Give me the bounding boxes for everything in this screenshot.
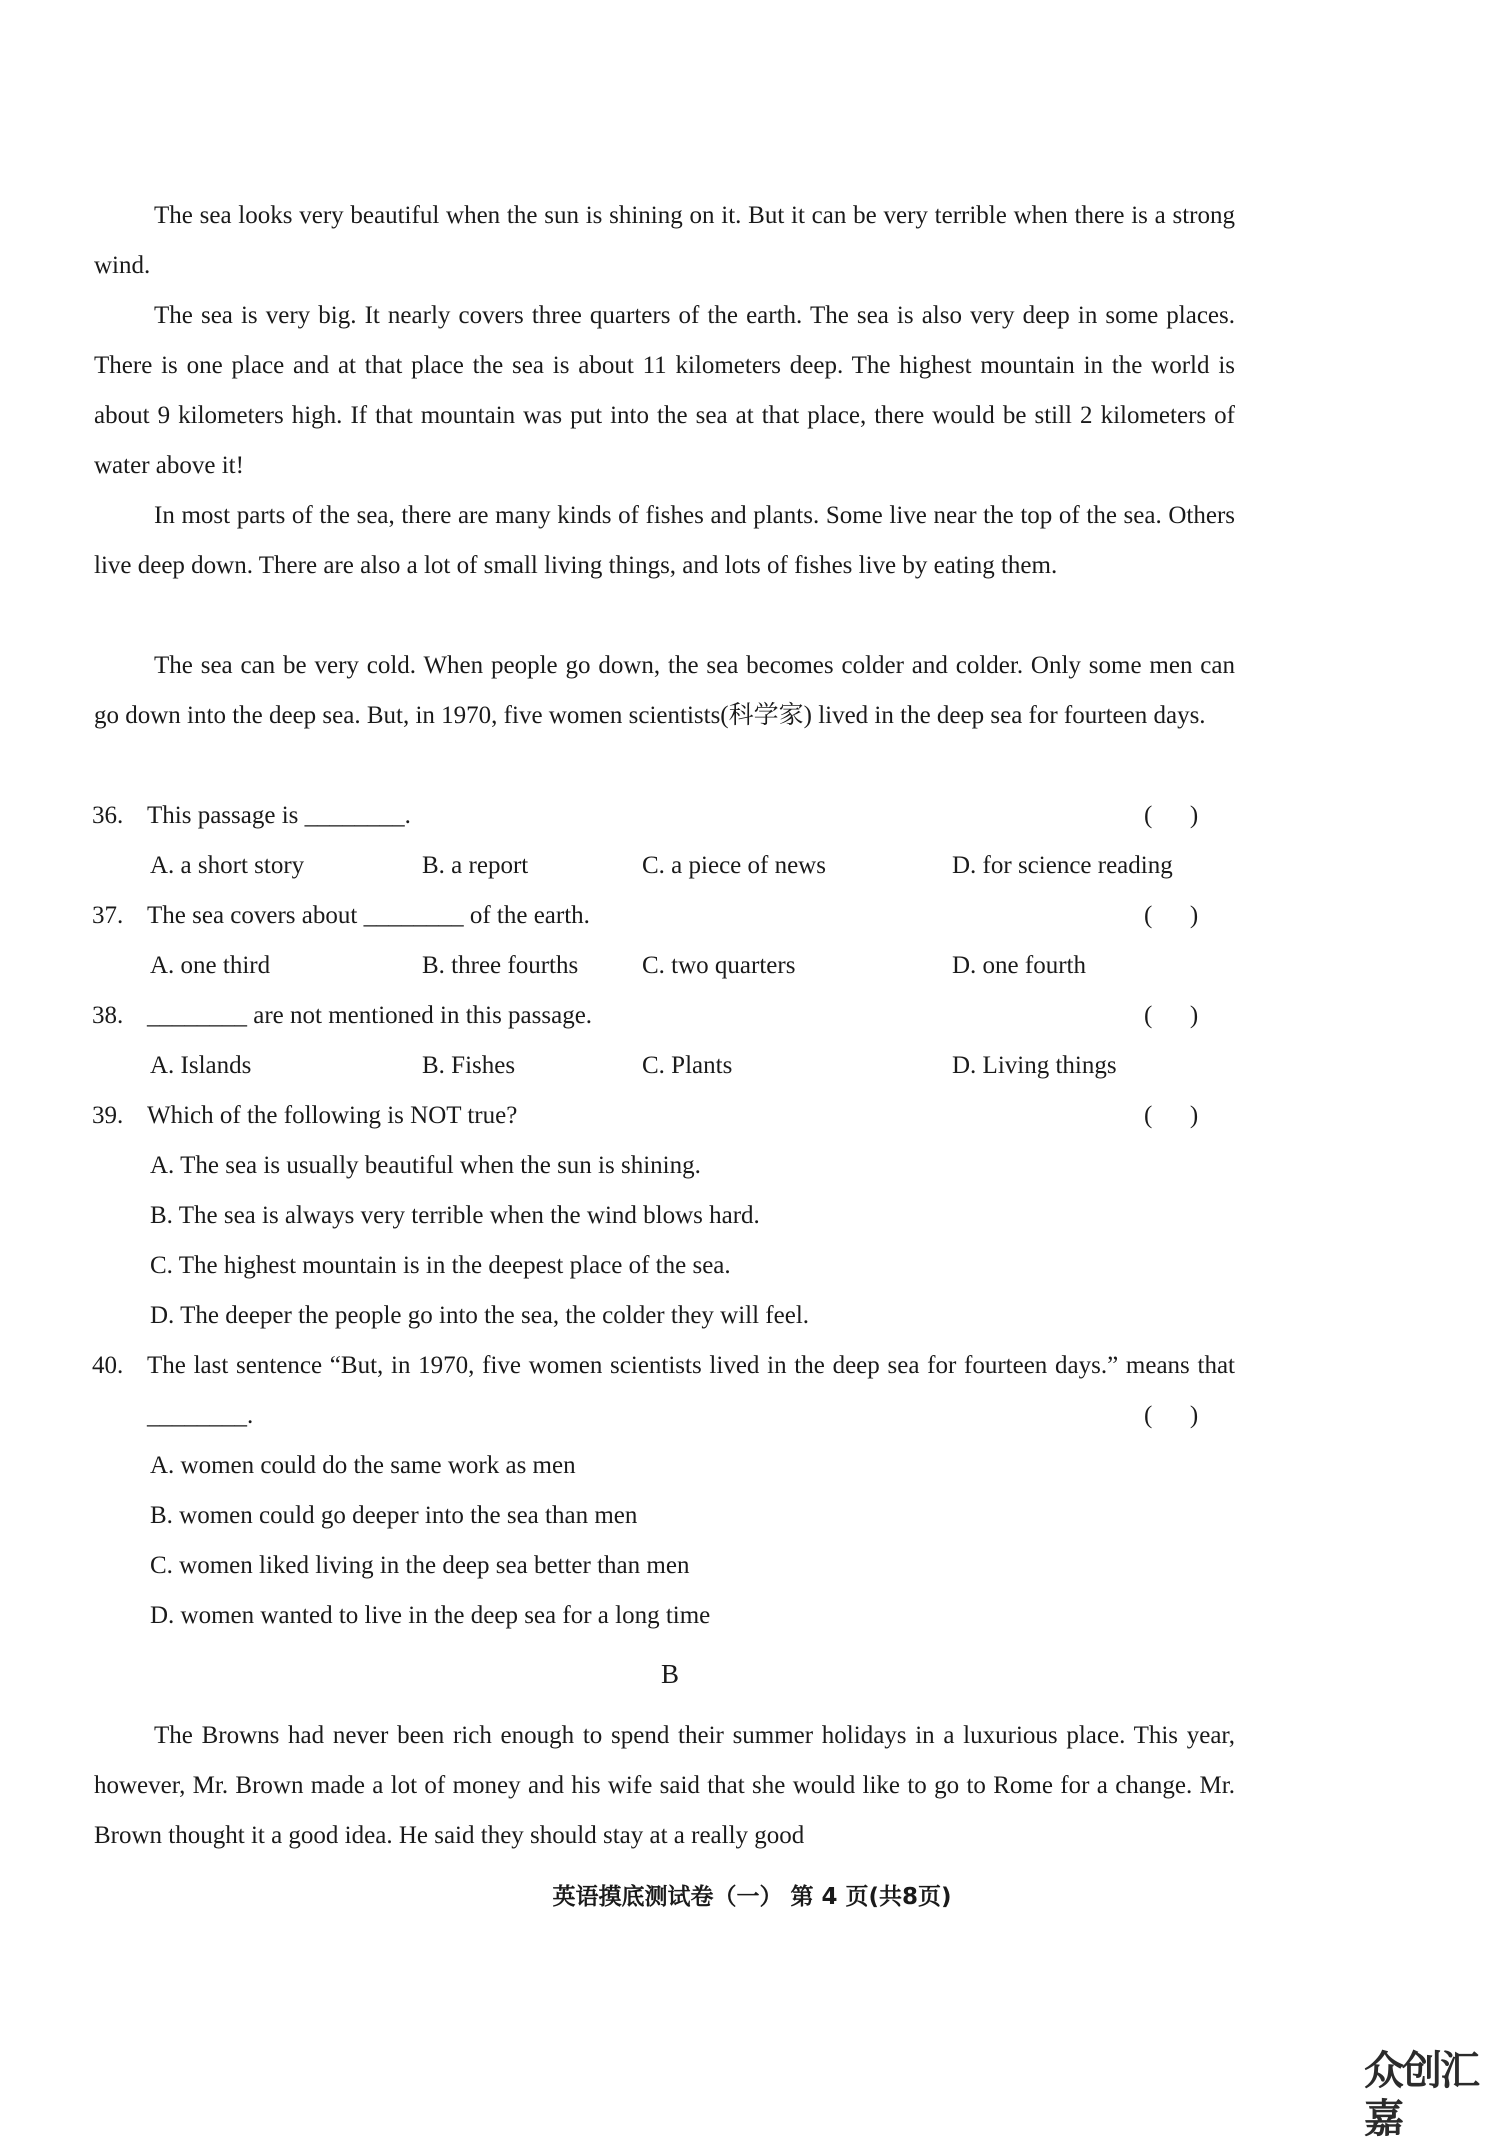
section-title: B [660, 1659, 679, 1689]
option-d: D. The deeper the people go into the sea, the colder they will feel. [150, 1302, 810, 1329]
question-text: The sea covers about ________ of the earth. [147, 902, 590, 929]
option-a: A. a short story [150, 852, 305, 879]
answer-parens[interactable]: ( ) [1144, 902, 1199, 929]
passage-paragraph-4: The sea can be very cold. When people go down, the sea becomes colder and colder. Only some men can go down into the deep sea. But, in 1970, five women scientists(科学家) lived in the deep sea for fourteen days. [94, 652, 1235, 729]
answer-parens[interactable]: ( ) [1144, 1102, 1199, 1129]
option-c: C. Plants [642, 1052, 733, 1079]
option-a: A. Islands [150, 1052, 252, 1079]
question-number: 38. [92, 1002, 124, 1029]
option-c: C. women liked living in the deep sea better than men [150, 1552, 690, 1579]
passage-paragraph-2: The sea is very big. It nearly covers three quarters of the earth. The sea is also very deep in some places. There is one place and at that place the sea is about 11 kilometers deep. The highest mountain in the world is about 9 kilometers high. If that mountain was put into the sea at that place, there would be still 2 kilometers of water above it! [94, 302, 1235, 479]
question-text: This passage is ________. [147, 802, 411, 829]
option-d: D. one fourth [952, 952, 1086, 979]
question-number: 40. [92, 1352, 124, 1379]
option-c: C. two quarters [642, 952, 796, 979]
answer-parens[interactable]: ( ) [1144, 1002, 1199, 1029]
question-text: Which of the following is NOT true? [147, 1102, 518, 1129]
option-a: A. one third [150, 952, 271, 979]
option-d: D. for science reading [952, 852, 1173, 879]
option-b: B. a report [422, 852, 529, 879]
option-c: C. a piece of news [642, 852, 826, 879]
answer-parens[interactable]: ( ) [1144, 1402, 1199, 1429]
page-footer: 英语摸底测试卷（一） 第 4 页(共8页) [552, 1884, 952, 1910]
option-b: B. The sea is always very terrible when the wind blows hard. [150, 1202, 760, 1229]
question-number: 37. [92, 902, 124, 929]
passage-paragraph-3: In most parts of the sea, there are many kinds of fishes and plants. Some live near the top of the sea. Others live deep down. There are also a lot of small living things, and lots of fishes live by eating them. [94, 502, 1235, 579]
option-c: C. The highest mountain is in the deepest place of the sea. [150, 1252, 731, 1279]
question-number: 39. [92, 1102, 124, 1129]
section-b-paragraph: The Browns had never been rich enough to spend their summer holidays in a luxurious place. This year, however, Mr. Brown made a lot of money and his wife said that she would like to go to Rome for a change. Mr. Brown thought it a good idea. He said they should stay at a really good [94, 1722, 1235, 1849]
question-number: 36. [92, 802, 124, 829]
watermark-logo: 众创汇嘉 [1364, 2048, 1478, 2142]
option-a: A. women could do the same work as men [150, 1452, 576, 1479]
option-b: B. three fourths [422, 952, 579, 979]
option-d: D. women wanted to live in the deep sea for a long time [150, 1602, 711, 1629]
passage-paragraph-1: The sea looks very beautiful when the sun is shining on it. But it can be very terrible when there is a strong wind. [94, 202, 1235, 279]
option-d: D. Living things [952, 1052, 1117, 1079]
question-40-text: The last sentence “But, in 1970, five women scientists lived in the deep sea for fourteen days.” means that ________. [147, 1352, 1235, 1429]
option-b: B. Fishes [422, 1052, 516, 1079]
option-b: B. women could go deeper into the sea than men [150, 1502, 638, 1529]
option-a: A. The sea is usually beautiful when the sun is shining. [150, 1152, 701, 1179]
answer-parens[interactable]: ( ) [1144, 802, 1199, 829]
question-text: ________ are not mentioned in this passage. [147, 1002, 593, 1029]
